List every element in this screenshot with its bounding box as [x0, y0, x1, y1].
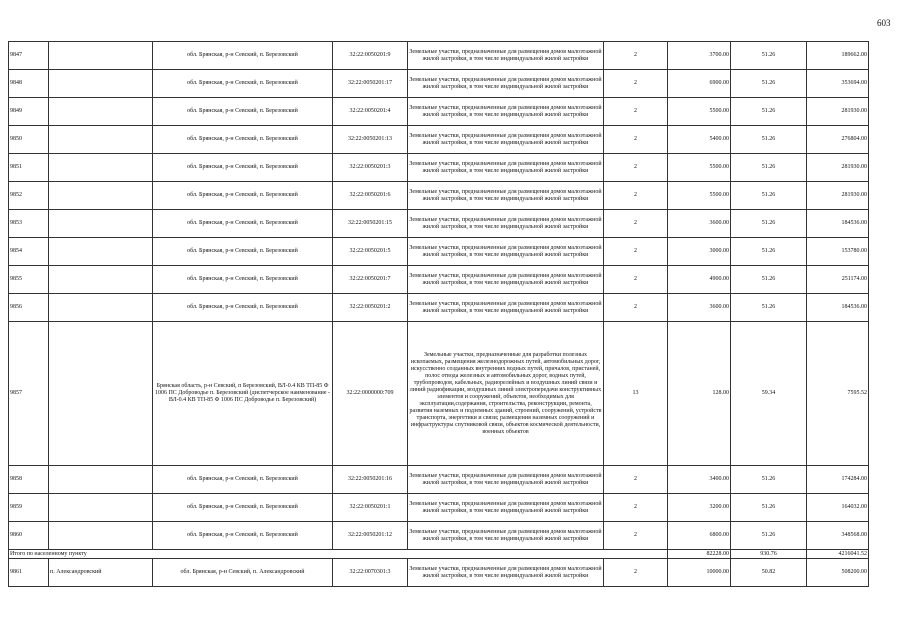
group-number: 2 — [604, 266, 668, 294]
specific-value: 51.26 — [731, 154, 807, 182]
land-use-category: Земельные участки, предназначенные для размещения домов малоэтажной жилой застройки, в том числе индивидуальной жилой застройки — [408, 210, 604, 238]
group-number: 2 — [604, 98, 668, 126]
settlement-name — [49, 294, 153, 322]
group-number: 2 — [604, 522, 668, 550]
area-value: 3700.00 — [668, 42, 731, 70]
area-value: 5500.00 — [668, 98, 731, 126]
land-use-category: Земельные участки, предназначенные для размещения домов малоэтажной жилой застройки, в том числе индивидуальной жилой застройки — [408, 126, 604, 154]
row-number: 9858 — [9, 466, 49, 494]
cadastral-number: 32:22:0050201:13 — [333, 126, 408, 154]
row-number: 9848 — [9, 70, 49, 98]
cadastral-number: 32:22:0050201:3 — [333, 154, 408, 182]
table-row — [9, 70, 869, 98]
specific-value: 51.26 — [731, 98, 807, 126]
settlement-name — [49, 42, 153, 70]
settlement-name — [49, 322, 153, 466]
table-row — [9, 182, 869, 210]
area-value: 3400.00 — [668, 466, 731, 494]
cadastral-number: 32:22:0050201:16 — [333, 466, 408, 494]
cadastral-cost: 276804.00 — [807, 126, 869, 154]
address: обл. Брянская, р-н Севский, п. Березовский — [153, 154, 333, 182]
row-number: 9850 — [9, 126, 49, 154]
group-number: 2 — [604, 70, 668, 98]
land-use-category: Земельные участки, предназначенные для размещения домов малоэтажной жилой застройки, в том числе индивидуальной жилой застройки — [408, 182, 604, 210]
cadastral-cost: 281930.00 — [807, 182, 869, 210]
settlement-name: п. Александровский — [49, 559, 153, 587]
specific-value: 51.26 — [731, 494, 807, 522]
group-number: 2 — [604, 466, 668, 494]
row-number: 9851 — [9, 154, 49, 182]
address: обл. Брянская, р-н Севский, п. Березовский — [153, 42, 333, 70]
cadastral-number: 32:22:0050201:4 — [333, 98, 408, 126]
area-value: 4900.00 — [668, 266, 731, 294]
address: обл. Брянская, р-н Севский, п. Березовский — [153, 126, 333, 154]
row-number: 9854 — [9, 238, 49, 266]
settlement-name — [49, 98, 153, 126]
settlement-name — [49, 238, 153, 266]
land-use-category: Земельные участки, предназначенные для размещения домов малоэтажной жилой застройки, в том числе индивидуальной жилой застройки — [408, 294, 604, 322]
specific-value: 51.26 — [731, 294, 807, 322]
group-number: 2 — [604, 42, 668, 70]
row-number: 9847 — [9, 42, 49, 70]
address: обл. Брянская, р-н Севский, п. Березовский — [153, 294, 333, 322]
area-value: 5400.00 — [668, 126, 731, 154]
cadastral-cost: 153780.00 — [807, 238, 869, 266]
cadastral-number: 32:22:0050201:7 — [333, 266, 408, 294]
cadastral-number: 32:22:0000000:709 — [333, 322, 408, 466]
area-value: 3200.00 — [668, 494, 731, 522]
land-use-category: Земельные участки, предназначенные для размещения домов малоэтажной жилой застройки, в том числе индивидуальной жилой застройки — [408, 266, 604, 294]
settlement-name — [49, 494, 153, 522]
cadastral-cost: 281930.00 — [807, 98, 869, 126]
settlement-name — [49, 210, 153, 238]
group-number: 2 — [604, 294, 668, 322]
land-registry-table — [8, 41, 869, 587]
specific-value: 51.26 — [731, 266, 807, 294]
address: Брянская область, р-н Севский, п Березовский, ВЛ-0.4 КВ ТП-85 Ф 1006 ПС Доброводье п. Березовский (диспетчерское наименование - ВЛ-0.4 КВ ТП-85 Ф 1006 ПС Доброводье п. Березовский) — [153, 322, 333, 466]
group-number: 2 — [604, 126, 668, 154]
land-use-category: Земельные участки, предназначенные для размещения домов малоэтажной жилой застройки, в том числе индивидуальной жилой застройки — [408, 42, 604, 70]
cadastral-cost: 7595.52 — [807, 322, 869, 466]
address: обл. Брянская, р-н Севский, п. Березовский — [153, 238, 333, 266]
row-number: 9857 — [9, 322, 49, 466]
cadastral-number: 32:22:0050201:12 — [333, 522, 408, 550]
address: обл. Брянская, р-н Севский, п. Березовский — [153, 182, 333, 210]
cadastral-cost: 353694.00 — [807, 70, 869, 98]
address: обл. Брянская, р-н Севский, п. Березовский — [153, 210, 333, 238]
table-row — [9, 210, 869, 238]
group-number: 2 — [604, 182, 668, 210]
row-number: 9859 — [9, 494, 49, 522]
settlement-name — [49, 126, 153, 154]
table-row — [9, 42, 869, 70]
table-row — [9, 466, 869, 494]
land-use-category: Земельные участки, предназначенные для размещения домов малоэтажной жилой застройки, в том числе индивидуальной жилой застройки — [408, 494, 604, 522]
address: обл. Брянская, р-н Севский, п. Березовский — [153, 266, 333, 294]
cadastral-number: 32:22:0070301:3 — [333, 559, 408, 587]
table-row — [9, 154, 869, 182]
row-number: 9861 — [9, 559, 49, 587]
page-number: 603 — [877, 18, 891, 28]
group-number: 2 — [604, 210, 668, 238]
cadastral-number: 32:22:0050201:5 — [333, 238, 408, 266]
row-number: 9860 — [9, 522, 49, 550]
cadastral-cost: 508200.00 — [807, 559, 869, 587]
cadastral-cost: 164032.00 — [807, 494, 869, 522]
row-number: 9856 — [9, 294, 49, 322]
cadastral-number: 32:22:0050201:9 — [333, 42, 408, 70]
specific-value: 51.26 — [731, 126, 807, 154]
settlement-name — [49, 154, 153, 182]
settlement-name — [49, 266, 153, 294]
land-use-category: Земельные участки, предназначенные для размещения домов малоэтажной жилой застройки, в том числе индивидуальной жилой застройки — [408, 154, 604, 182]
land-use-category: Земельные участки, предназначенные для размещения домов малоэтажной жилой застройки, в том числе индивидуальной жилой застройки — [408, 559, 604, 587]
area-value: 128.00 — [668, 322, 731, 466]
settlement-name — [49, 182, 153, 210]
total-cost: 4216041.52 — [807, 550, 869, 559]
area-value: 3600.00 — [668, 210, 731, 238]
total-row — [9, 550, 869, 559]
settlement-name — [49, 522, 153, 550]
cadastral-cost: 184536.00 — [807, 294, 869, 322]
land-use-category: Земельные участки, предназначенные для размещения домов малоэтажной жилой застройки, в том числе индивидуальной жилой застройки — [408, 98, 604, 126]
area-value: 3600.00 — [668, 294, 731, 322]
land-use-category: Земельные участки, предназначенные для размещения домов малоэтажной жилой застройки, в том числе индивидуальной жилой застройки — [408, 238, 604, 266]
row-number: 9853 — [9, 210, 49, 238]
specific-value: 51.26 — [731, 42, 807, 70]
group-number: 2 — [604, 238, 668, 266]
area-value: 6800.00 — [668, 522, 731, 550]
group-number: 13 — [604, 322, 668, 466]
specific-value: 51.26 — [731, 466, 807, 494]
table-row — [9, 494, 869, 522]
cadastral-number: 32:22:0050201:6 — [333, 182, 408, 210]
address: обл. Брянская, р-н Севский, п. Березовский — [153, 522, 333, 550]
specific-value: 51.26 — [731, 70, 807, 98]
cadastral-cost: 348568.00 — [807, 522, 869, 550]
area-value: 5500.00 — [668, 154, 731, 182]
area-value: 10000.00 — [668, 559, 731, 587]
table-row — [9, 522, 869, 550]
total-label: Итого по населенному пункту — [9, 550, 668, 559]
table-row — [9, 559, 869, 587]
cadastral-cost: 184536.00 — [807, 210, 869, 238]
area-value: 6900.00 — [668, 70, 731, 98]
table-row — [9, 322, 869, 466]
table-row — [9, 126, 869, 154]
address: обл. Брянская, р-н Севский, п. Березовский — [153, 466, 333, 494]
cadastral-number: 32:22:0050201:1 — [333, 494, 408, 522]
table-row — [9, 266, 869, 294]
cadastral-number: 32:22:0050201:15 — [333, 210, 408, 238]
cadastral-number: 32:22:0050201:17 — [333, 70, 408, 98]
area-value: 3000.00 — [668, 238, 731, 266]
specific-value: 51.26 — [731, 522, 807, 550]
cadastral-cost: 251174.00 — [807, 266, 869, 294]
land-use-category: Земельные участки, предназначенные для разработки полезных ископаемых, размещения железнодорожных путей, автомобильных дорог, искусственно созданных внутренних водных путей, причалов, пристаней, полос отвода железных и автомобильных дорог, водных путей, трубопроводов, кабельных, радиорелейных и воздушных линий связи и линий радиофикации, воздушных линий электропередачи конструктивных элементов и сооружений, объектов, необходимых для эксплуатации,содержания, строительства, реконструкции, ремонта, развития наземных и подземных зданий, строений, сооружений, устройств транспорта, энергетики и связи; размещения наземных сооружений и инфраструктуры спутниковой связи, объектов космической деятельности, военных объектов — [408, 322, 604, 466]
group-number: 2 — [604, 494, 668, 522]
specific-value: 59.34 — [731, 322, 807, 466]
land-use-category: Земельные участки, предназначенные для размещения домов малоэтажной жилой застройки, в том числе индивидуальной жилой застройки — [408, 522, 604, 550]
total-rate: 930.76 — [731, 550, 807, 559]
row-number: 9849 — [9, 98, 49, 126]
total-area: 82228.00 — [668, 550, 731, 559]
table-row — [9, 294, 869, 322]
group-number: 2 — [604, 154, 668, 182]
cadastral-cost: 174284.00 — [807, 466, 869, 494]
group-number: 2 — [604, 559, 668, 587]
address: обл. Брянская, р-н Севский, п. Березовский — [153, 494, 333, 522]
area-value: 5500.00 — [668, 182, 731, 210]
specific-value: 50.82 — [731, 559, 807, 587]
address: обл. Брянская, р-н Севский, п. Березовский — [153, 70, 333, 98]
specific-value: 51.26 — [731, 182, 807, 210]
settlement-name — [49, 70, 153, 98]
table-row — [9, 98, 869, 126]
land-use-category: Земельные участки, предназначенные для размещения домов малоэтажной жилой застройки, в том числе индивидуальной жилой застройки — [408, 70, 604, 98]
cadastral-cost: 189662.00 — [807, 42, 869, 70]
row-number: 9855 — [9, 266, 49, 294]
cadastral-number: 32:22:0050201:2 — [333, 294, 408, 322]
specific-value: 51.26 — [731, 210, 807, 238]
land-use-category: Земельные участки, предназначенные для размещения домов малоэтажной жилой застройки, в том числе индивидуальной жилой застройки — [408, 466, 604, 494]
specific-value: 51.26 — [731, 238, 807, 266]
row-number: 9852 — [9, 182, 49, 210]
address: обл. Брянская, р-н Севский, п. Александровский — [153, 559, 333, 587]
settlement-name — [49, 466, 153, 494]
cadastral-cost: 281930.00 — [807, 154, 869, 182]
table-row — [9, 238, 869, 266]
address: обл. Брянская, р-н Севский, п. Березовский — [153, 98, 333, 126]
